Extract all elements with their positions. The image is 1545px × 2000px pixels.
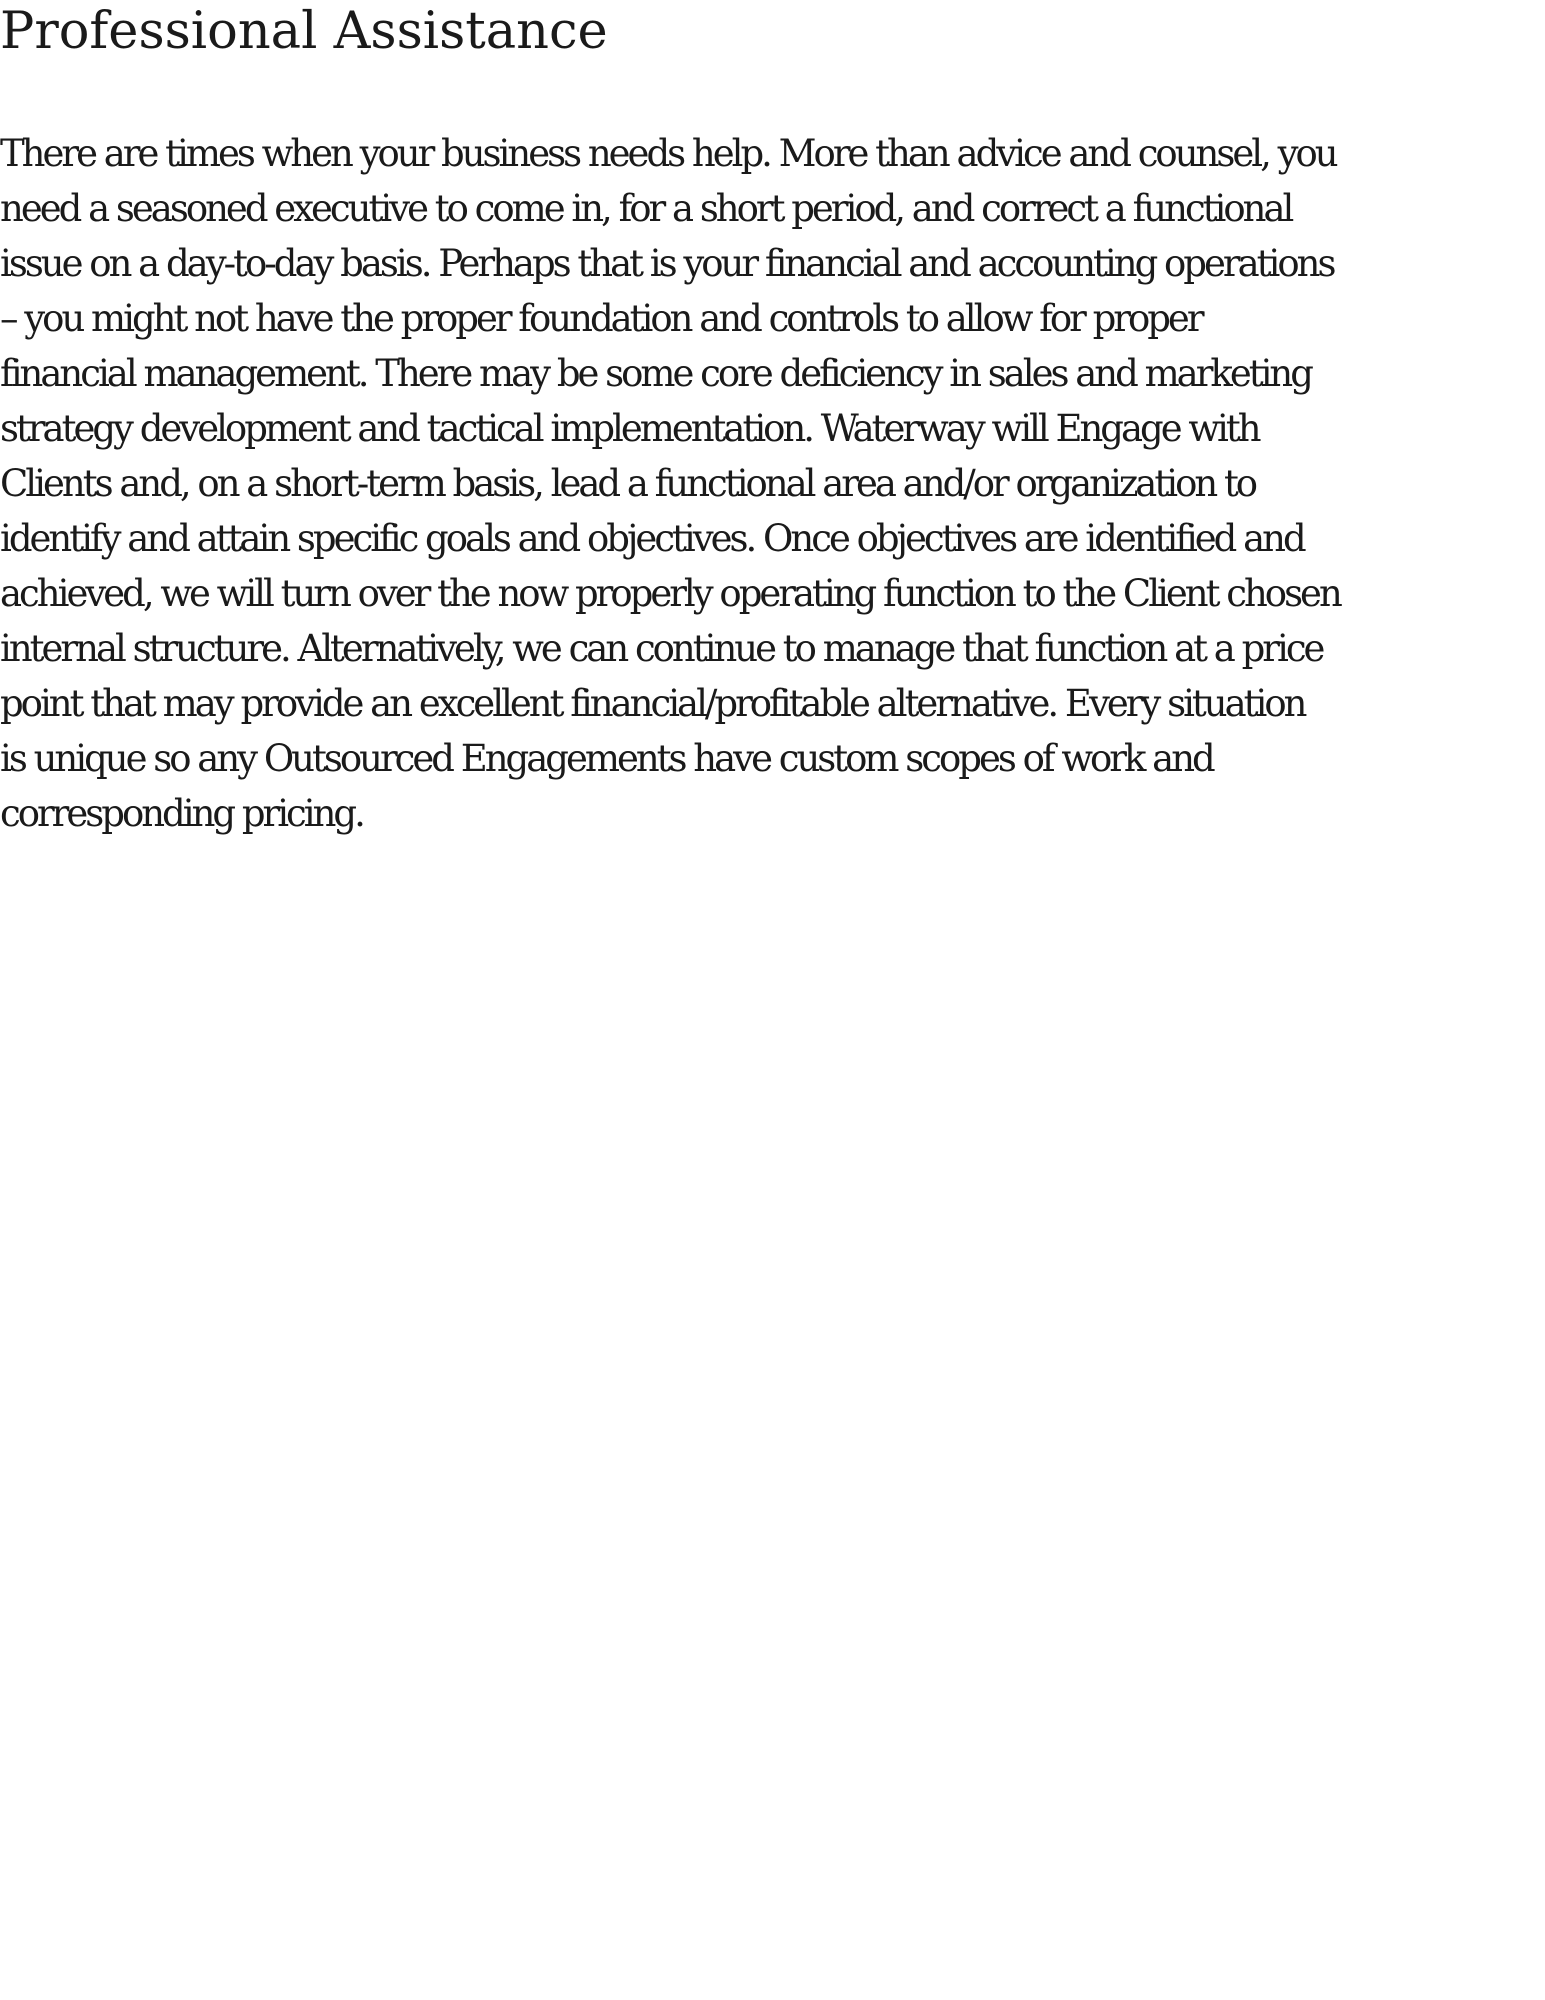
paragraph-line: issue on a day-to-day basis. Perhaps that is your financial and accounting operations bbox=[0, 242, 1334, 285]
paragraph-line: financial management. There may be some core deficiency in sales and marketing bbox=[0, 352, 1311, 395]
paragraph-line: – you might not have the proper foundation and controls to allow for proper bbox=[0, 297, 1202, 340]
paragraph-line: identify and attain specific goals and objectives. Once objectives are identified and bbox=[0, 517, 1304, 560]
paragraph-line: need a seasoned executive to come in, for a short period, and correct a functional bbox=[0, 187, 1292, 230]
paragraph-line: point that may provide an excellent financial/profitable alternative. Every situation bbox=[0, 682, 1305, 725]
page-title: Professional Assistance bbox=[0, 2, 608, 61]
paragraph-line: There are times when your business needs help. More than advice and counsel, you bbox=[0, 132, 1336, 175]
paragraph-line: achieved, we will turn over the now properly operating function to the Client chosen bbox=[0, 572, 1340, 615]
paragraph-line: corresponding pricing. bbox=[0, 792, 363, 835]
paragraph-line: Clients and, on a short-term basis, lead a functional area and/or organization to bbox=[0, 462, 1256, 505]
paragraph-line: strategy development and tactical implementation. Waterway will Engage with bbox=[0, 407, 1259, 450]
paragraph-line: internal structure. Alternatively, we can continue to manage that function at a price bbox=[0, 627, 1323, 670]
paragraph-line: is unique so any Outsourced Engagements have custom scopes of work and bbox=[0, 737, 1213, 780]
description-paragraph bbox=[0, 126, 1545, 841]
